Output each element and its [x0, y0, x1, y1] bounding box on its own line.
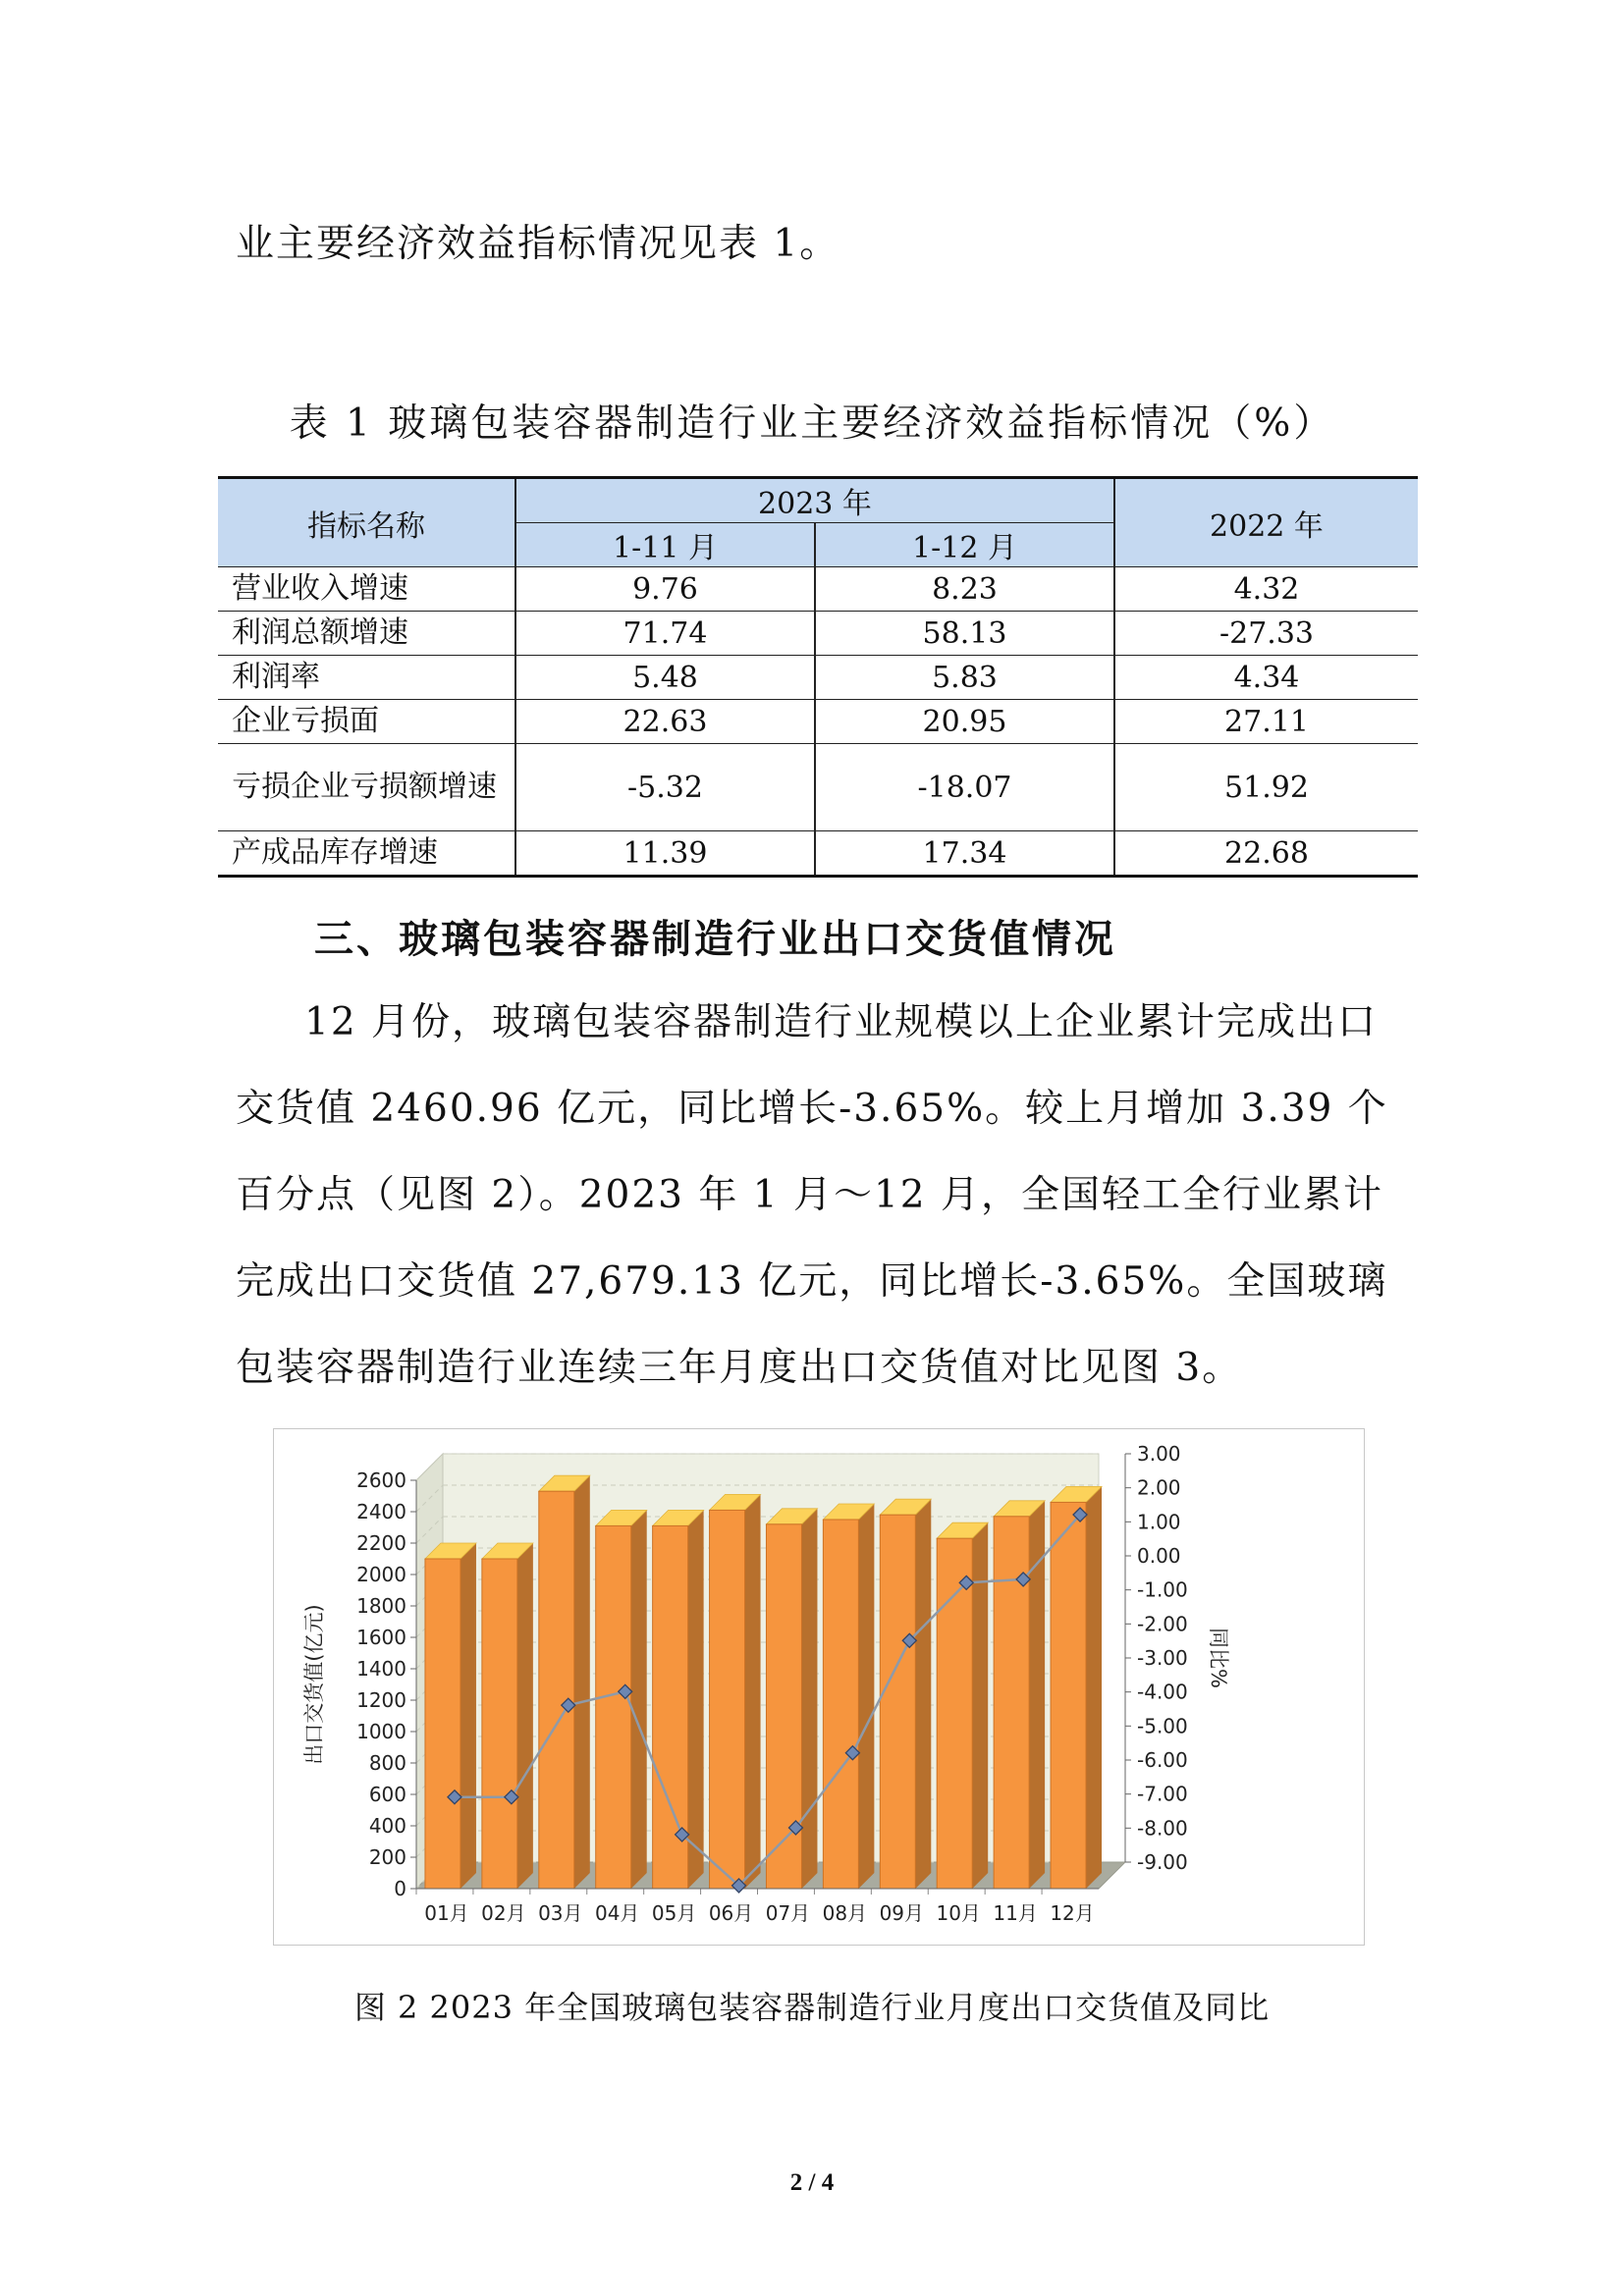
y-tick-label: 2400 [356, 1500, 406, 1523]
row-value: 51.92 [1114, 744, 1418, 831]
y2-tick-label: -2.00 [1137, 1612, 1188, 1636]
row-name: 产成品库存增速 [218, 831, 515, 877]
row-value: 4.34 [1114, 656, 1418, 700]
bar [937, 1538, 972, 1889]
y2-tick-label: -4.00 [1137, 1680, 1188, 1704]
x-tick-label: 11月 [993, 1901, 1038, 1925]
bar-side [1086, 1486, 1102, 1889]
bar-side [517, 1543, 533, 1889]
bar [539, 1491, 574, 1889]
bar [425, 1559, 460, 1889]
row-value: 22.68 [1114, 831, 1418, 877]
row-value: 11.39 [515, 831, 815, 877]
x-tick-label: 10月 [936, 1901, 981, 1925]
y2-tick-label: -1.00 [1137, 1577, 1188, 1602]
bar-side [972, 1522, 988, 1889]
y-tick-label: 1600 [356, 1626, 406, 1649]
row-name: 利润总额增速 [218, 612, 515, 656]
y-tick-label: 2200 [356, 1531, 406, 1555]
y2-tick-label: -7.00 [1137, 1782, 1188, 1806]
page-number: 2 / 4 [789, 2169, 835, 2196]
header-prev-year: 2022 年 [1114, 478, 1418, 567]
row-name: 利润率 [218, 656, 515, 700]
y2-tick-label: 3.00 [1137, 1442, 1181, 1466]
y-tick-label: 0 [394, 1877, 406, 1900]
bar-side [745, 1494, 761, 1889]
x-tick-label: 01月 [424, 1901, 469, 1925]
row-value: 9.76 [515, 567, 815, 612]
bar-side [915, 1499, 931, 1889]
x-tick-label: 08月 [822, 1901, 868, 1925]
row-value: -27.33 [1114, 612, 1418, 656]
header-jan-nov: 1-11 月 [515, 523, 815, 567]
bar [596, 1525, 631, 1889]
y-tick-label: 1400 [356, 1657, 406, 1681]
table-row [218, 744, 1418, 831]
bar-side [574, 1475, 590, 1889]
row-value: 20.95 [815, 700, 1114, 744]
y-tick-label: 1200 [356, 1688, 406, 1712]
bar-side [460, 1543, 476, 1889]
row-name: 企业亏损面 [218, 700, 515, 744]
table-row [218, 612, 1418, 656]
row-value: -5.32 [515, 744, 815, 831]
row-value: -18.07 [815, 744, 1114, 831]
bar [823, 1520, 858, 1889]
y-tick-label: 800 [368, 1751, 406, 1775]
x-tick-label: 12月 [1050, 1901, 1095, 1925]
y2-axis-title: 同比% [1207, 1628, 1230, 1688]
y2-tick-label: 0.00 [1137, 1544, 1181, 1568]
row-value: 58.13 [815, 612, 1114, 656]
table-row [218, 656, 1418, 700]
metrics-table [218, 476, 1418, 878]
bar [482, 1559, 517, 1889]
bar-side [858, 1504, 874, 1889]
header-indicator-name: 指标名称 [218, 478, 515, 567]
bar-side [631, 1510, 647, 1889]
row-value: 5.83 [815, 656, 1114, 700]
export-chart [273, 1428, 1365, 1946]
intro-paragraph: 业主要经济效益指标情况见表 1。 [236, 222, 840, 266]
y2-tick-label: 2.00 [1137, 1475, 1181, 1500]
bar [710, 1510, 745, 1889]
x-tick-label: 07月 [765, 1901, 811, 1925]
figure-caption: 图 2 2023 年全国玻璃包装容器制造行业月度出口交货值及同比 [353, 1989, 1271, 2026]
row-name: 营业收入增速 [218, 567, 515, 612]
bar-side [688, 1510, 704, 1889]
table-row [218, 700, 1418, 744]
y-tick-label: 600 [368, 1783, 406, 1806]
bar-side [801, 1509, 817, 1889]
y-axis-title: 出口交货值(亿元) [302, 1604, 326, 1765]
table-title: 表 1 玻璃包装容器制造行业主要经济效益指标情况（%） [289, 401, 1335, 446]
x-tick-label: 04月 [594, 1901, 640, 1925]
y2-tick-label: -3.00 [1137, 1646, 1188, 1670]
body-paragraph: 12 月份，玻璃包装容器制造行业规模以上企业累计完成出口交货值 2460.96 亿元，同比增长-3.65%。较上月增加 3.39 个百分点（见图 2）。2023 年 1 月～12 月，全国轻工全行业累计完成出口交货值 27,679.13 亿元，同比增长-3.65%。全国玻璃包装容器制造行业连续三年月度出口交货值对比见图 3。 [236, 1000, 1388, 1390]
header-year-group: 2023 年 [515, 478, 1114, 523]
x-tick-label: 06月 [708, 1901, 754, 1925]
x-tick-label: 02月 [481, 1901, 526, 1925]
y-tick-label: 1800 [356, 1594, 406, 1618]
bar [880, 1515, 915, 1889]
y2-tick-label: -8.00 [1137, 1816, 1188, 1841]
row-value: 17.34 [815, 831, 1114, 877]
row-value: 27.11 [1114, 700, 1418, 744]
y2-tick-label: -9.00 [1137, 1850, 1188, 1874]
y2-tick-label: -6.00 [1137, 1748, 1188, 1772]
section-heading: 三、玻璃包装容器制造行业出口交货值情况 [314, 917, 1116, 962]
table-header-row [218, 478, 1418, 523]
row-value: 8.23 [815, 567, 1114, 612]
x-tick-label: 05月 [651, 1901, 697, 1925]
row-value: 4.32 [1114, 567, 1418, 612]
header-jan-dec: 1-12 月 [815, 523, 1114, 567]
y2-tick-label: -5.00 [1137, 1714, 1188, 1738]
y-tick-label: 200 [368, 1845, 406, 1869]
x-tick-label: 03月 [538, 1901, 583, 1925]
table-row [218, 831, 1418, 877]
table-row [218, 567, 1418, 612]
y2-tick-label: 1.00 [1137, 1510, 1181, 1534]
y-tick-label: 2600 [356, 1468, 406, 1492]
y-tick-label: 400 [368, 1814, 406, 1838]
row-name: 亏损企业亏损额增速 [218, 744, 515, 831]
row-value: 71.74 [515, 612, 815, 656]
chart-svg [274, 1429, 1364, 1945]
x-tick-label: 09月 [879, 1901, 925, 1925]
row-value: 22.63 [515, 700, 815, 744]
bar [1051, 1502, 1086, 1889]
y-tick-label: 1000 [356, 1720, 406, 1743]
y-tick-label: 2000 [356, 1563, 406, 1586]
row-value: 5.48 [515, 656, 815, 700]
